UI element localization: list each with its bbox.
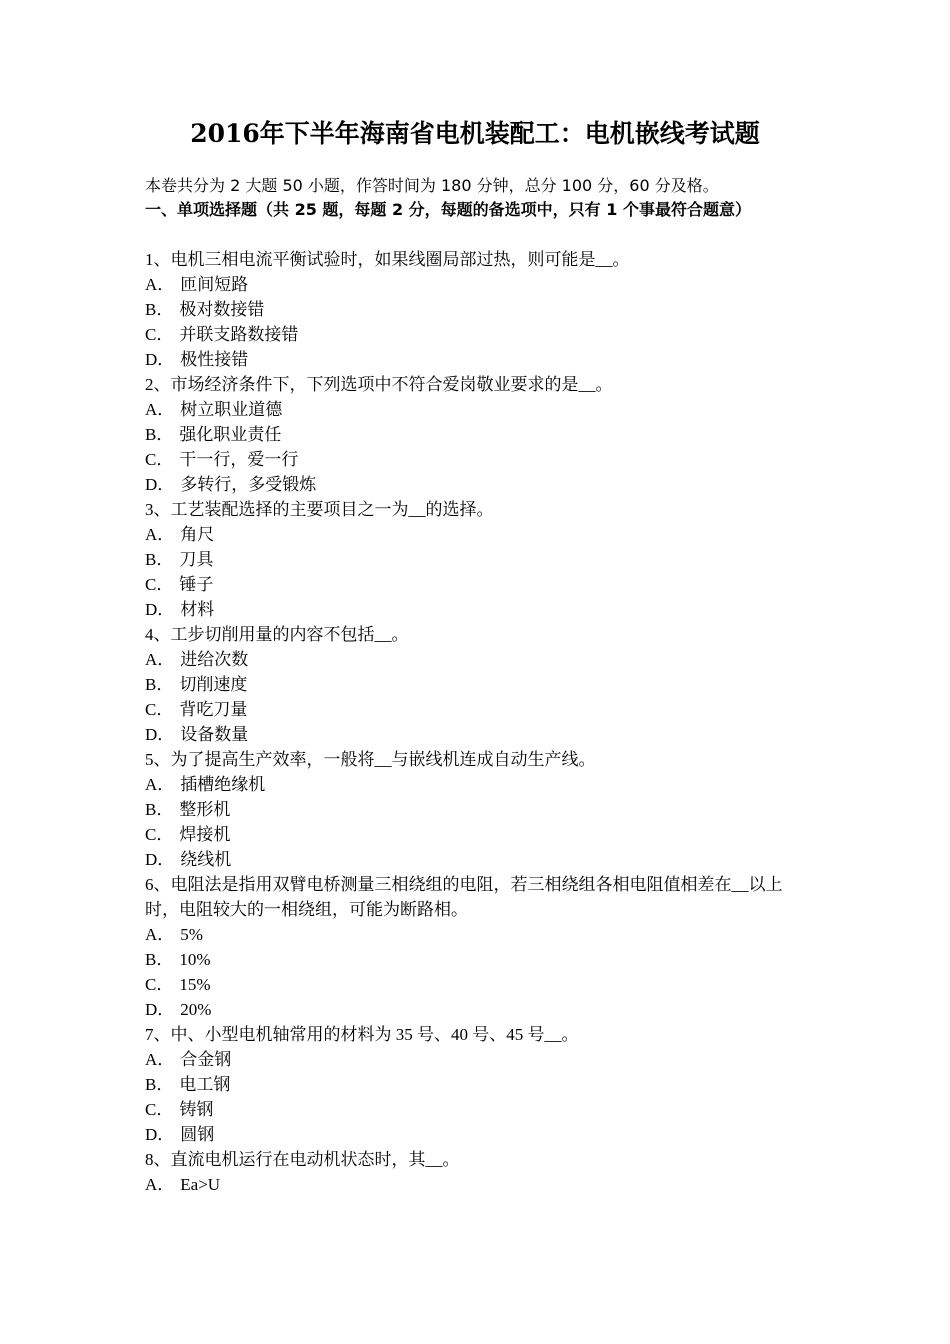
option-letter: B． xyxy=(145,800,174,819)
question-stem: 8、直流电机运行在电动机状态时，其__。 xyxy=(145,1150,460,1169)
answer-option xyxy=(145,922,815,947)
option-text: 极性接错 xyxy=(180,350,249,369)
answer-option xyxy=(145,422,815,447)
question-stem: 7、中、小型电机轴常用的材料为 35 号、40 号、45 号__。 xyxy=(145,1025,579,1044)
question-stem: 5、为了提高生产效率，一般将__与嵌线机连成自动生产线。 xyxy=(145,750,596,769)
answer-option xyxy=(145,572,815,597)
option-text: 10% xyxy=(179,950,211,969)
option-text: 刀具 xyxy=(179,550,214,569)
option-text: 电工钢 xyxy=(179,1075,231,1094)
answer-option xyxy=(145,697,815,722)
answer-option xyxy=(145,1122,815,1147)
option-letter: B． xyxy=(145,950,174,969)
option-letter: D． xyxy=(145,1000,175,1019)
option-text: 锤子 xyxy=(179,575,214,594)
option-letter: A． xyxy=(145,400,175,419)
option-text: 铸钢 xyxy=(179,1100,214,1119)
question-item xyxy=(145,1022,815,1147)
question-item xyxy=(145,872,815,1022)
question-item xyxy=(145,747,815,872)
answer-option xyxy=(145,1047,815,1072)
option-letter: D． xyxy=(145,1125,175,1144)
answer-option xyxy=(145,672,815,697)
option-letter: C． xyxy=(145,975,174,994)
question-item xyxy=(145,1147,815,1197)
option-text: 5% xyxy=(180,925,203,944)
answer-option xyxy=(145,522,815,547)
option-text: 15% xyxy=(179,975,211,994)
question-item xyxy=(145,372,815,497)
option-text: 并联支路数接错 xyxy=(179,325,299,344)
question-stem: 3、工艺装配选择的主要项目之一为__的选择。 xyxy=(145,500,494,519)
option-text: 合金钢 xyxy=(180,1050,232,1069)
exam-instructions: 本卷共分为 2 大题 50 小题，作答时间为 180 分钟，总分 100 分，60 分及格。 xyxy=(145,176,719,195)
question-stem: 6、电阻法是指用双臂电桥测量三相绕组的电阻，若三相绕组各相电阻值相差在__以上时，电阻较大的一相绕组，可能为断路相。 xyxy=(145,875,783,919)
option-letter: C． xyxy=(145,325,174,344)
answer-option xyxy=(145,297,815,322)
option-letter: A． xyxy=(145,1175,175,1194)
option-text: Ea>U xyxy=(180,1175,221,1194)
option-text: 角尺 xyxy=(180,525,215,544)
option-text: 材料 xyxy=(180,600,215,619)
answer-option xyxy=(145,322,815,347)
answer-option xyxy=(145,847,815,872)
option-letter: C． xyxy=(145,1100,174,1119)
option-text: 插槽绝缘机 xyxy=(180,775,266,794)
option-letter: D． xyxy=(145,725,175,744)
option-text: 20% xyxy=(180,1000,212,1019)
option-letter: B． xyxy=(145,550,174,569)
question-item xyxy=(145,247,815,372)
option-text: 强化职业责任 xyxy=(179,425,282,444)
answer-option xyxy=(145,597,815,622)
option-text: 多转行，多受锻炼 xyxy=(180,475,317,494)
answer-option xyxy=(145,397,815,422)
answer-option xyxy=(145,547,815,572)
answer-option xyxy=(145,722,815,747)
option-text: 进给次数 xyxy=(180,650,249,669)
question-stem: 4、工步切削用量的内容不包括__。 xyxy=(145,625,409,644)
option-text: 背吃刀量 xyxy=(179,700,248,719)
option-letter: C． xyxy=(145,575,174,594)
question-item xyxy=(145,497,815,622)
answer-option xyxy=(145,947,815,972)
option-letter: B． xyxy=(145,425,174,444)
option-letter: A． xyxy=(145,525,175,544)
answer-option xyxy=(145,797,815,822)
option-letter: A． xyxy=(145,275,175,294)
option-letter: A． xyxy=(145,1050,175,1069)
answer-option xyxy=(145,272,815,297)
option-text: 干一行，爱一行 xyxy=(179,450,299,469)
answer-option xyxy=(145,822,815,847)
document-title: 2016年下半年海南省电机装配工：电机嵌线考试题 xyxy=(190,119,760,148)
section-heading: 一、单项选择题（共 25 题，每题 2 分，每题的备选项中，只有 1 个事最符合题意） xyxy=(145,200,751,219)
option-letter: A． xyxy=(145,775,175,794)
option-text: 圆钢 xyxy=(180,1125,215,1144)
option-letter: A． xyxy=(145,925,175,944)
answer-option xyxy=(145,772,815,797)
question-list xyxy=(145,247,815,1197)
option-letter: C． xyxy=(145,825,174,844)
option-text: 绕线机 xyxy=(180,850,232,869)
question-item xyxy=(145,622,815,747)
option-letter: B． xyxy=(145,1075,174,1094)
answer-option xyxy=(145,972,815,997)
option-letter: C． xyxy=(145,700,174,719)
answer-option xyxy=(145,472,815,497)
answer-option xyxy=(145,997,815,1022)
answer-option xyxy=(145,347,815,372)
option-text: 设备数量 xyxy=(180,725,249,744)
option-text: 树立职业道德 xyxy=(180,400,283,419)
option-letter: B． xyxy=(145,675,174,694)
option-letter: D． xyxy=(145,475,175,494)
answer-option xyxy=(145,647,815,672)
option-text: 切削速度 xyxy=(179,675,248,694)
option-text: 匝间短路 xyxy=(180,275,249,294)
option-letter: C． xyxy=(145,450,174,469)
answer-option xyxy=(145,1172,815,1197)
answer-option xyxy=(145,1072,815,1097)
option-text: 整形机 xyxy=(179,800,231,819)
option-letter: A． xyxy=(145,650,175,669)
option-letter: D． xyxy=(145,350,175,369)
question-stem: 2、市场经济条件下，下列选项中不符合爱岗敬业要求的是__。 xyxy=(145,375,613,394)
question-stem: 1、电机三相电流平衡试验时，如果线圈局部过热，则可能是__。 xyxy=(145,250,630,269)
option-text: 焊接机 xyxy=(179,825,231,844)
option-letter: D． xyxy=(145,600,175,619)
answer-option xyxy=(145,447,815,472)
option-letter: B． xyxy=(145,300,174,319)
option-text: 极对数接错 xyxy=(179,300,265,319)
option-letter: D． xyxy=(145,850,175,869)
answer-option xyxy=(145,1097,815,1122)
